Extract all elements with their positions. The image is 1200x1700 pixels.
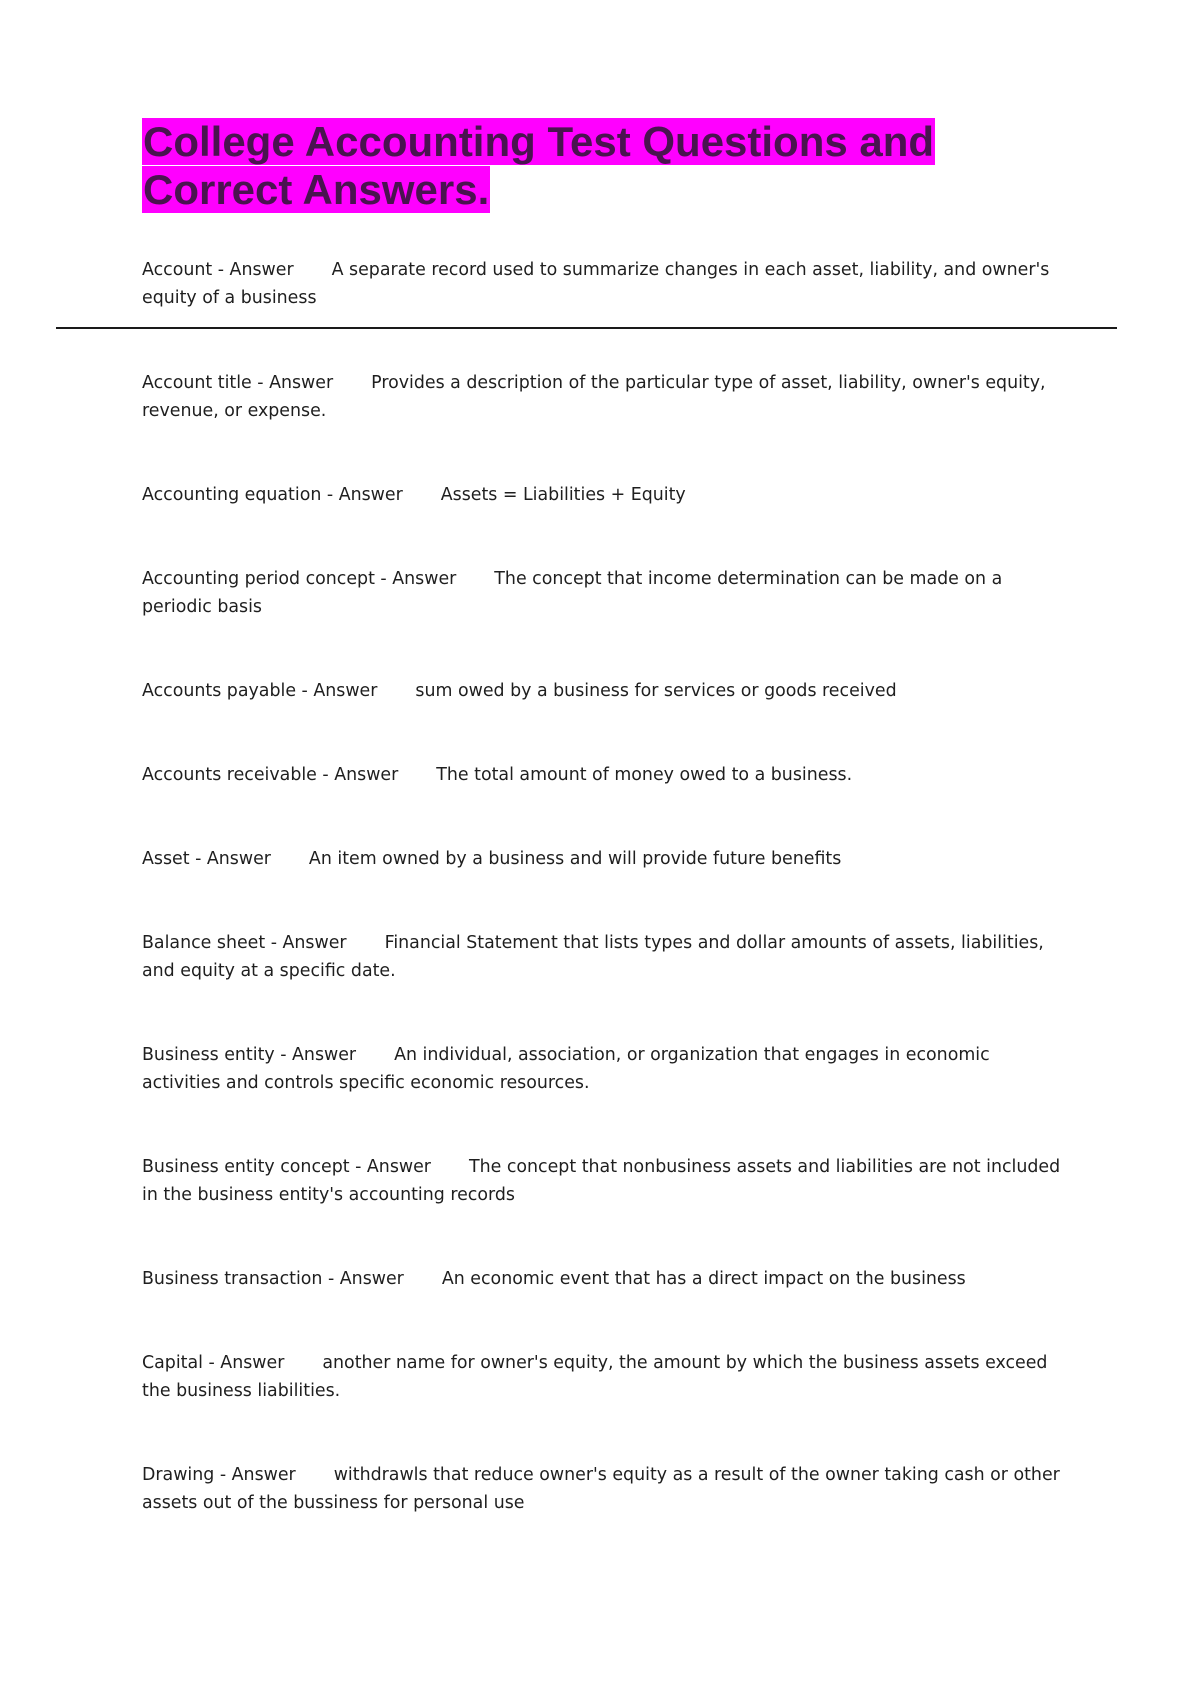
qa-entry-account-title (142, 369, 1072, 425)
entry-definition: Financial Statement that lists types and dollar amounts of assets, liabilities, and equity at a specific date. (142, 933, 1044, 981)
page-title (142, 118, 962, 214)
entry-term: Balance sheet - Answer (142, 933, 347, 953)
entry-term: Account title - Answer (142, 373, 334, 393)
entry-definition: An economic event that has a direct impact on the business (441, 1269, 966, 1289)
entry-term: Drawing - Answer (142, 1465, 296, 1485)
qa-entry-accounting-equation (142, 481, 1072, 509)
entry-term: Accounting period concept - Answer (142, 569, 457, 589)
section-divider (56, 327, 1117, 329)
qa-entry-capital (142, 1349, 1072, 1405)
qa-entry-drawing (142, 1461, 1072, 1517)
qa-entry-accounts-receivable (142, 761, 1072, 789)
entry-definition: withdrawls that reduce owner's equity as a result of the owner taking cash or other assets out of the bussiness for personal use (142, 1465, 1060, 1513)
entry-definition: A separate record used to summarize changes in each asset, liability, and owner's equity of a business (142, 260, 1050, 308)
qa-entry-accounts-payable (142, 677, 1072, 705)
qa-entry-account (142, 256, 1072, 312)
entry-term: Accounts payable - Answer (142, 681, 378, 701)
entry-definition: An item owned by a business and will provide future benefits (308, 849, 842, 869)
entry-definition: The concept that nonbusiness assets and liabilities are not included in the business entity's accounting records (142, 1157, 1061, 1205)
entry-definition: another name for owner's equity, the amount by which the business assets exceed the business liabilities. (142, 1353, 1048, 1401)
entry-definition: Assets = Liabilities + Equity (440, 485, 686, 505)
entry-term: Accounts receivable - Answer (142, 765, 399, 785)
qa-entry-business-entity (142, 1041, 1072, 1097)
entry-definition: The concept that income determination can be made on a periodic basis (142, 569, 1003, 617)
qa-entry-business-entity-concept (142, 1153, 1072, 1209)
qa-entry-business-transaction (142, 1265, 1072, 1293)
qa-entry-accounting-period-concept (142, 565, 1072, 621)
entry-term: Business entity concept - Answer (142, 1157, 431, 1177)
qa-entry-asset (142, 845, 1072, 873)
entry-definition: The total amount of money owed to a business. (436, 765, 853, 785)
entry-term: Capital - Answer (142, 1353, 285, 1373)
entry-term: Business entity - Answer (142, 1045, 357, 1065)
entry-term: Business transaction - Answer (142, 1269, 404, 1289)
page-title-highlight: College Accounting Test Questions and Correct Answers. (143, 118, 935, 213)
entry-term: Accounting equation - Answer (142, 485, 403, 505)
qa-entry-balance-sheet (142, 929, 1072, 985)
entry-term: Asset - Answer (142, 849, 271, 869)
entry-term: Account - Answer (142, 260, 294, 280)
entry-definition: Provides a description of the particular type of asset, liability, owner's equity, revenue, or expense. (142, 373, 1046, 421)
entry-definition: An individual, association, or organization that engages in economic activities and controls specific economic resources. (142, 1045, 990, 1093)
entry-definition: sum owed by a business for services or goods received (415, 681, 897, 701)
